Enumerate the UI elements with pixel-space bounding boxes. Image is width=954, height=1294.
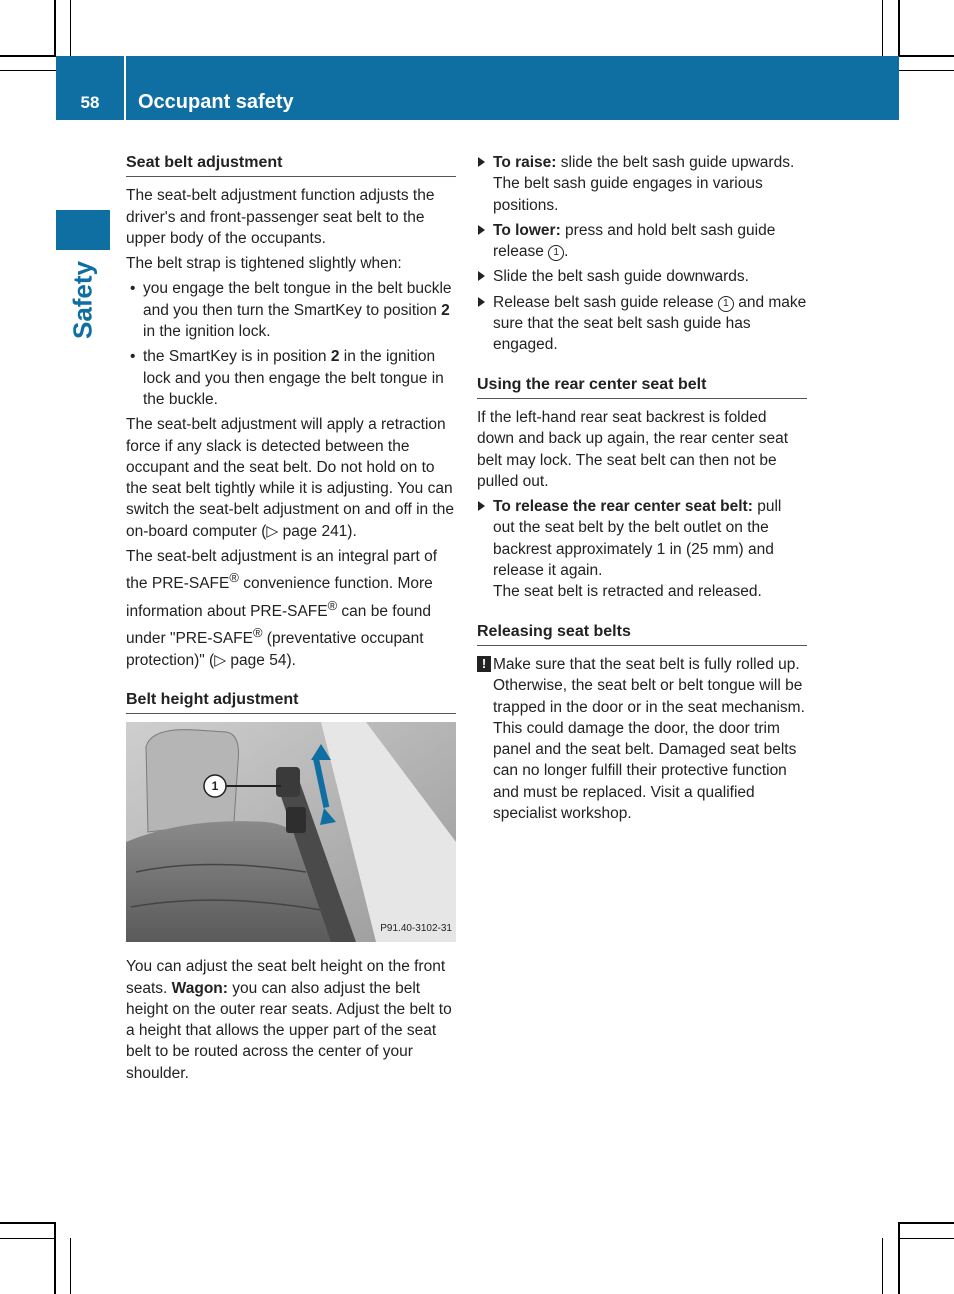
paragraph: The seat-belt adjustment function adjusts the driver's and front-passenger seat belt to the upper body of the occupants. [126, 187, 435, 247]
belt-height-figure [126, 722, 456, 942]
instruction-step: Slide the belt sash guide downwards. [477, 266, 807, 287]
crop-mark [54, 0, 56, 56]
paragraph: If the left-hand rear seat backrest is folded down and back up again, the rear center seat belt may lock. The seat belt can then not be pulled out. [477, 408, 789, 490]
heading-belt-height-adjustment: Belt height adjustment [126, 689, 456, 714]
warning-icon: ! [477, 656, 491, 672]
crop-mark [899, 70, 954, 71]
step-arrow-icon [478, 271, 485, 281]
crop-mark [70, 0, 71, 56]
crop-mark [898, 1222, 900, 1294]
instruction-step: To raise: slide the belt sash guide upwards. The belt sash guide engages in various positions. [477, 152, 807, 216]
side-tab-marker [56, 210, 110, 250]
bullet-item: • the SmartKey is in position 2 in the ignition lock and you then engage the belt tongue in the buckle. [126, 346, 456, 410]
left-column [126, 152, 456, 1088]
crop-mark [0, 70, 56, 71]
crop-mark [0, 55, 56, 57]
heading-seat-belt-adjustment: Seat belt adjustment [126, 152, 456, 177]
crop-mark [54, 1222, 56, 1294]
seat-illustration [126, 722, 456, 942]
crop-mark [70, 1238, 71, 1294]
figure-callout-number: 1 [211, 779, 219, 794]
crop-mark [899, 1238, 954, 1239]
warning-note: ! Make sure that the seat belt is fully rolled up. Otherwise, the seat belt or belt tongue will be trapped in the door or in the seat mechanism. This could damage the door, the door trim panel and the seat belt. Damaged seat belts can no longer fulfill their protective function and must be replaced. Visit a qualified specialist workshop. [477, 654, 807, 824]
page-number: 58 [80, 93, 100, 112]
paragraph: The belt strap is tightened slightly when: [126, 255, 402, 273]
crop-mark [882, 0, 883, 56]
header-separator [124, 56, 126, 120]
paragraph: The seat-belt adjustment is an integral part of the PRE-SAFE® convenience function. More information about PRE-SAFE® can be found under "PRE-SAFE® (preventative occupant protection)" (▷ page 54). [126, 548, 438, 669]
crop-mark [899, 55, 954, 57]
right-column [477, 152, 807, 828]
step-arrow-icon [478, 501, 485, 511]
section-title: Occupant safety [138, 91, 294, 113]
callout-circle-icon: 1 [718, 296, 734, 312]
bullet-item: • you engage the belt tongue in the belt buckle and you then turn the SmartKey to position 2 in the ignition lock. [126, 278, 456, 342]
instruction-step: To lower: press and hold belt sash guide release 1 . [477, 220, 807, 263]
instruction-step: To release the rear center seat belt: pull out the seat belt by the belt outlet on the backrest approximately 1 in (25 mm) and release it again. The seat belt is retracted and released. [477, 496, 807, 602]
step-arrow-icon [478, 157, 485, 167]
crop-mark [882, 1238, 883, 1294]
crop-mark [898, 0, 900, 56]
heading-releasing-seat-belts: Releasing seat belts [477, 621, 807, 646]
step-arrow-icon [478, 297, 485, 307]
side-tab-label: Safety [67, 260, 98, 340]
crop-mark [899, 1222, 954, 1224]
figure-code: P91.40-3102-31 [380, 923, 452, 934]
heading-rear-center-seat-belt: Using the rear center seat belt [477, 374, 807, 399]
crop-mark [0, 1222, 56, 1224]
instruction-step: Release belt sash guide release 1 and make sure that the seat belt sash guide has engaged. [477, 292, 807, 356]
crop-mark [0, 1238, 56, 1239]
step-arrow-icon [478, 225, 485, 235]
paragraph: You can adjust the seat belt height on the front seats. Wagon: you can also adjust the belt height on the outer rear seats. Adjust the belt to a height that allows the upper part of the seat belt to be routed across the center of your shoulder. [126, 958, 452, 1082]
paragraph: The seat-belt adjustment will apply a retraction force if any slack is detected between the occupant and the seat belt. Do not hold on to the seat belt tightly while it is adjusting. You can switch the seat-belt adjustment on and off in the on-board computer (▷ page 241). [126, 416, 454, 540]
callout-circle-icon: 1 [548, 245, 564, 261]
